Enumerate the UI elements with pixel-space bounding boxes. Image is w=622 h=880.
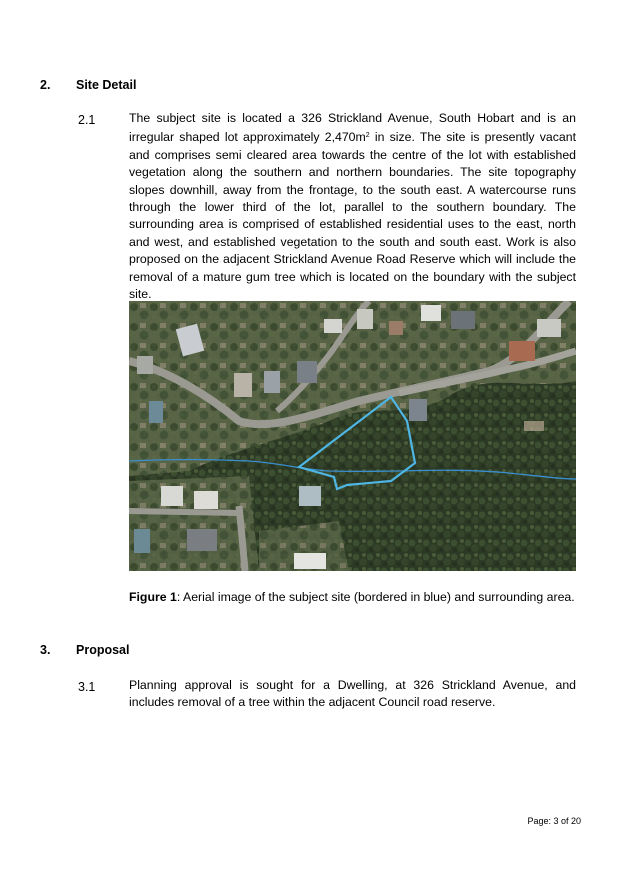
section-2-title: Site Detail bbox=[76, 78, 137, 92]
section-3-number: 3. bbox=[40, 643, 51, 657]
section-2-number: 2. bbox=[40, 78, 51, 92]
item-3-1-paragraph: Planning approval is sought for a Dwelling, at 326 Strickland Avenue, and includes removal of a tree within the adjacent Council road reserve. bbox=[129, 678, 576, 710]
item-3-1-number: 3.1 bbox=[78, 680, 96, 694]
item-2-1-paragraph bbox=[129, 110, 576, 303]
superscript-2: 2 bbox=[365, 132, 370, 140]
figure-caption-text: : Aerial image of the subject site (bordered in blue) and surrounding area. bbox=[176, 590, 575, 604]
item-2-1-text-b: in size. The site is presently vacant and comprises semi cleared area towards the centre of the lot with established vegetation along the southern and northern boundaries. The site topography slopes downhill, away from the frontage, to the south east. A watercourse runs through the lower third of the lot, parallel to the southern boundary. The surrounding area is comprised of established residential uses to the east, north and west, and established vegetation to the south and south east. Work is also proposed on the adjacent Strickland Avenue Road Reserve which will include the removal of a mature gum tree which is located on the boundary with the subject site. bbox=[129, 130, 576, 302]
section-3-title: Proposal bbox=[76, 643, 130, 657]
figure-caption bbox=[129, 590, 575, 604]
item-2-1-text-a: The subject site is located a 326 Strickland Avenue, South Hobart and is an irregular shaped lot approximately 2,470m bbox=[129, 111, 576, 145]
page-number: Page: 3 of 20 bbox=[527, 816, 581, 826]
item-2-1-number: 2.1 bbox=[78, 113, 96, 127]
figure-label: Figure 1 bbox=[129, 590, 177, 604]
aerial-site-image bbox=[129, 301, 576, 571]
